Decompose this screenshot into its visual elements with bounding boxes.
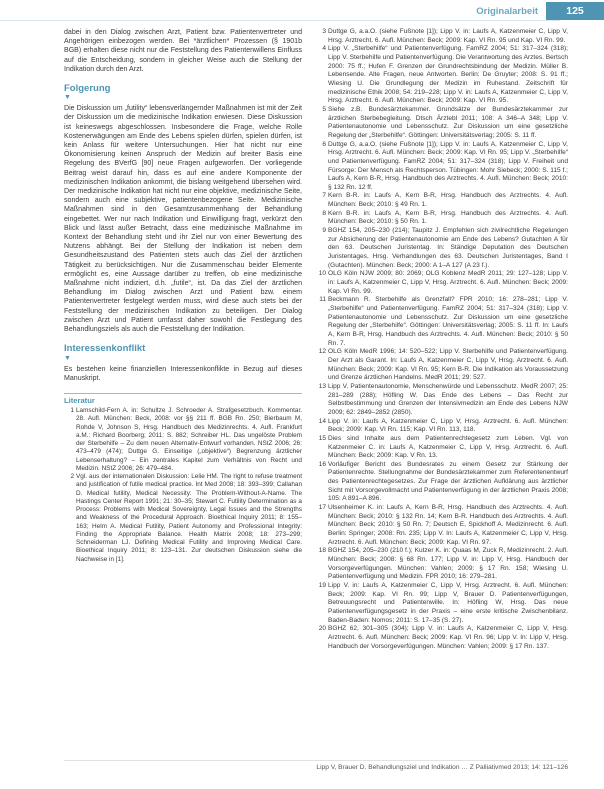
reference-item (316, 461, 568, 504)
footer-citation: Lipp V, Brauer D. Behandlungsziel und Indikation … Z Palliativmed 2013; 14: 121–126 (316, 764, 568, 771)
reference-item (316, 418, 568, 435)
reference-number: 12 (318, 348, 326, 356)
page-number: 125 (546, 2, 604, 20)
reference-list (64, 407, 302, 564)
reference-text: Ulsenheimer K. in: Laufs A, Kern B-R, Hrsg. Handbuch des Arztrechts. 4. Aufl. München: Beck; 2010: § 132 Rn. 14; Kern B-R. Handbuch des Arztrechts. 4. Aufl. München: Beck; 2010: § 50 Rn. 7; Deutsch E, Spickhoff A. Medizinrecht. 6. Aufl. Berlin: Springer; 2008: Rn. 235; Lipp V. In: Laufs A, Katzenmeier C, Lipp V, Hrsg. Arztrecht. 6. Aufl. München: Beck; 2009: Kap. VI Rn. 97. (328, 504, 568, 546)
reference-number: 20 (318, 625, 326, 633)
section-label: Originalarbeit (476, 6, 538, 17)
reference-item (316, 582, 568, 625)
footer-rule (64, 760, 568, 761)
reference-number: 3 (322, 28, 326, 35)
triangle-down-icon: ▼ (64, 354, 71, 362)
reference-number: 14 (318, 417, 326, 425)
reference-number: 17 (318, 504, 326, 512)
reference-text: Vgl. aus der internationalen Diskussion: Lelie HM. The right to refuse treatment and justification of futile medical practice. Int Med 2008; 18: 393–399; Callahan D. Medical futility, Medical Necessity: The Problem-Without-A-Name. The Hastings Center Report 1991; 21: 30–35; Stewart C. Futility Determination as a Process: Problems with Medical Sovereignty, Legal Issues and the Strengths and Weakness of the Procedural Approach. Bioethical Inquiry 2011; 8: 155–163; Helm A. Medical Futility, Patient Autonomy and Professional Integrity: Finding the Appropriate Balance. Health Matrix 2008; 18: 273–299; Schneiderman LJ. Defining Medical Futility and Improving Medical Care. Bioethical Inquiry 2011; 8: 123–131. Zur deutschen Diskussion siehe die Nachweise in [1]. (76, 473, 302, 563)
reference-item (316, 435, 568, 461)
reference-number: 5 (322, 105, 326, 113)
literature-heading: Literatur (64, 393, 302, 405)
reference-text: Lamschild-Fern A. in: Schultze J. Schroeder A. Strafgesetzbuch. Kommentar. 28. Aufl. München: Beck, 2008: vor §§ 211 ff. BGB Rn. 250; Bierbaum M, Rohde V, Johnson S, Hrsg. Handbuch des Medizinrechts. 4. Aufl. Frankfurt a.M.: Richard Boorberg; 2011: S. 882; Schreiber HL. Das ungelöste Problem der Sterbehilfe – Zu dem neuen Alternativ-Entwurf vorhanden. NStZ 2006; 26: 473–479 (474); Duttge G. Einseitige („objektive“) Begrenzung ärztlicher Lebenserhaltung? – Ein zentrales Kapitel zum Verhältnis von Recht und Medizin. NStZ 2006; 26: 479–484. (76, 407, 302, 472)
reference-text: Beckmann R. Sterbehilfe als Grenzfall? FPR 2010; 16: 278–281; Lipp V. „Sterbehilfe“ und Patientenverfügung. FamRZ 2004; 51: 317–324 (318); Lipp V. Patientenautonomie und Lebensschutz. Zur Diskussion um eine gesetzliche Regelung der „Sterbehilfe“. Göttingen: Universitätsverlag; 2005: S. 11 ff. In: Laufs A, Kern B-R, Hrsg. Handbuch des Arztrechts. 4. Aufl. München: Beck; 2010: § 50 Rn. 7. (328, 296, 568, 347)
reference-text: BGHZ 154, 205–230 (214); Taupitz J. Empfehlen sich zivilrechtliche Regelungen zur Absicherung der Patientenautonomie am Ende des Lebens? Gutachten A für den 63. Deutschen Juristentag. In: Ständige Deputation des Deutschen Juristentages, Hrsg. Verhandlungen des 63. Deutschen Juristentages, Band I (Gutachten). München: Beck; 2000: A 1–A 127 (A 23 f.). (328, 227, 568, 269)
reference-item (316, 348, 568, 383)
reference-item (316, 210, 568, 227)
page-header (0, 0, 604, 22)
reference-item (64, 407, 302, 473)
reference-text: Duttge G, a.a.O. (siehe Fußnote [1]); Lipp V. in: Laufs A, Katzenmeier C, Lipp V, Hrsg. Arztrecht. 6. Aufl. München: Beck; 2009: Kap. VI Rn. 95 und Kap. VI Rn. 99. (328, 28, 568, 44)
reference-number: 4 (322, 45, 326, 53)
reference-number: 1 (70, 407, 74, 415)
folgerung-paragraph: Die Diskussion um „futility“ lebensverlängernder Maßnahmen ist mit der Zeit der Diskussion um die medizinische Indikation erwiesen. Diese Diskussion ist keineswegs abgeschlossen. Insbesondere die Frage, welche Rolle Kostenerwägungen am Ende des Lebens spielen dürfen, spielen dürfen, ist kein Anlass für weitere Untersuchungen. Hier hat nicht nur eine Ökonomisierung keinen Anspruch der Medizin auf breiter Basis eine Regelung des BVerfG [90] neue Fragen aufgeworfen. Der vorliegende Beitrag weist darauf hin, dass es auf eine andere Komponente der medizinischen Indikation ankommt, die bislang weitgehend übersehen wird. Der medizinische Indikation hat nicht nur eine objektive, medizinische Seite, sondern auch eine subjektive, patientenbezogene Seite. Medizinische Maßnahmen sind in den Gesamtzusammenhang der Behandlung eingebettet. Wer nur nach Indikation und Einwilligung fragt, verkürzt den Blick und lässt außer Betracht, dass eine medizinische Maßnahme im Kontext der Behandlung steht und ihr Ziel nur von einer Bewertung des Nutzens abhängt. Bei der Stellung der Indikation ist neben dem Gesundheitszustand des Patienten stets auch das Ziel der ärztlichen Tätigkeit zu berücksichtigen. Nur die Zusammenschau beider Elemente ermöglicht es, eine Aussage darüber zu treffen, ob eine medizinische Maßnahme nicht indiziert, d.h. „futile“, ist. Da das Ziel der ärztlichen Behandlung im Dialog zwischen Arzt und Patient bzw. einem Patientenvertreter festgelegt werden muss, wird diese auch stets bei der Feststellung der medizinischen Indikation zu beteiligen. Der Dialog zwischen Arzt und Patient umfasst daher sowohl die Festlegung des Behandlungsziels als auch die Feststellung der Indikation. (64, 105, 302, 334)
reference-item (316, 45, 568, 106)
triangle-down-icon: ▼ (64, 94, 71, 102)
intro-paragraph: dabei in den Dialog zwischen Arzt, Patient bzw. Patientenvertreter und Angehörigen einbezogen werden. Bei *ärztlichen* Prozessen (§ 1901b BGB) erhalten diese nicht nur die Feststellung des Patientenwillens Einfluss auf die Entscheidung, sondern in gleicher Weise auch die Stellung der Indikation durch den Arzt. (64, 29, 302, 73)
reference-text: Lipp V. in: Laufs A, Katzenmeier C, Lipp V, Hrsg. Arztrecht. 6. Aufl. München: Beck; 2009: Kap. VI Rn. 99; Lipp V, Brauer D. Patientenverfügungen, Betreuungsrecht und Patientenwille. In: Höfling W, Hrsg. Das neue Patientenverfügungsgesetz in der Praxis – eine erste kritische Zwischenbilanz. Baden-Baden: Nomos; 2011: S. 17–35 (S. 27). (328, 582, 568, 624)
reference-number: 8 (322, 209, 326, 217)
reference-item (316, 383, 568, 418)
reference-number: 16 (318, 460, 326, 468)
reference-text: Dies sind Inhalte aus dem Patientenrechtegesetz zum Leben. Vgl. von Katzenmeier C. in: Laufs A, Katzenmeier C, Lipp V, Hrsg. Arztrecht. 6. Aufl. München: Beck; 2009: Kap. V Rn. 13. (328, 434, 568, 460)
reference-text: Kern B-R. in: Laufs A, Kern B-R, Hrsg. Handbuch des Arztrechts. 4. Aufl. München: Beck; 2010: § 50 Rn. 1. (328, 209, 568, 226)
reference-number: 2 (70, 473, 74, 481)
reference-number: 10 (318, 270, 326, 278)
reference-item (316, 625, 568, 651)
interest-heading: Interessenkonflikt (64, 343, 146, 355)
reference-number: 7 (322, 192, 326, 200)
reference-text: Lipp V. „Sterbehilfe“ und Patientenverfügung. FamRZ 2004; 51: 317–324 (318); Lipp V. Sterbehilfe und Patientenverfügung. Die Verantwortung des Arztes. Bertsch 2000: 75 ff.; Hufen F. Grenzen der Grundrechtsbindung der Medizin. Müller B. Lebensende. Alte Fragen, neue Antworten. Berlin: De Gruyter; 2008: S. 91 ff.; Wiesing U. Die Grundlegung der Medizin im Ruhestand. Zeitschrift für medizinische Ethik 2008; 54: 219–228; Lipp V. in: Laufs A, Katzenmeier C, Lipp V, Hrsg. Arztrecht. 6. Aufl. München: Beck; 2009: Kap. VI Rn. 95. (328, 45, 568, 105)
reference-item (316, 192, 568, 209)
reference-number: 18 (318, 547, 326, 555)
reference-number: 13 (318, 382, 326, 390)
reference-number: 11 (319, 296, 326, 304)
reference-text: BGHZ 154, 205–230 (210 f.); Kutzer K. in: Quaas M, Zuck R, Medizinrecht. 2. Aufl. München: Beck; 2008: § 68 Rn. 177; Lipp V. in: Lipp V, Hrsg. Handbuch der Vorsorgeverfügungen. München: Vahlen; 2009: § 17 Rn. 158; Wiesing U. Patientenverfügung und Medizin. FPR 2010; 16: 279–281. (328, 547, 568, 581)
reference-text: Vorläufiger Bericht des Bundesrates zu einem Gesetz zur Stärkung der Patientenrechte. Stellungnahme der Bundesärztekammer zum Referentenentwurf des Patientenrechtegesetzes. Zur Frage der ärztlichen Aufklärung aus ärztlicher Sicht mit Vorsorgevollmacht und Patientenverfügung in der ärztlichen Praxis 2008; 105: A 891–A 896. (328, 460, 568, 503)
reference-item (316, 270, 568, 296)
reference-number: 6 (322, 140, 326, 148)
reference-list (316, 28, 568, 651)
reference-item (316, 504, 568, 547)
reference-text: BGHZ 62, 301–305 (304); Lipp V. in: Laufs A, Katzenmeier C, Lipp V, Hrsg. Arztrecht. 6. Aufl. München: Beck; 2009: Kap. VI Rn. 96; Lipp V. In: Lipp V, Hrsg. Handbuch der Vorsorgeverfügungen. München: Vahlen; 2009: § 17 Rn. 137. (328, 625, 568, 650)
reference-text: Lipp V. in: Laufs A, Katzenmeier C, Lipp V, Hrsg. Arztrecht. 6. Aufl. München: Beck; 2009: Kap. VI Rn. 115; Kap. VI Rn. 113, 118. (328, 417, 568, 434)
reference-item (316, 296, 568, 348)
interest-paragraph: Es bestehen keine finanziellen Interessenkonflikte in Bezug auf dieses Manuskript. (64, 365, 302, 382)
folgerung-heading: Folgerung (64, 83, 111, 95)
reference-text: Lipp V. Patientenautonomie, Menschenwürde und Lebensschutz. MedR 2007; 25: 281–289 (288); Höfling W. Das Ende des Lebens – Das Recht zur Selbstbestimmung und Grenzen der Intensivmedizin am Ende des Lebens NJW 2009; 62: 2849–2852 (2850). (328, 382, 568, 416)
left-column (64, 28, 302, 564)
reference-item (316, 141, 568, 193)
reference-item (316, 227, 568, 270)
reference-item (316, 28, 568, 45)
reference-number: 9 (322, 227, 326, 235)
reference-item (64, 473, 302, 564)
reference-item (316, 106, 568, 141)
header-rule (0, 20, 560, 21)
reference-text: OLG Köln NJW 2009; 80: 2069; OLG Koblenz MedR 2011; 29: 127–128; Lipp V. in: Laufs A, Katzenmeier C, Lipp V, Hrsg. Arztrecht. 6. Aufl. München: Beck; 2009: Kap. VI Rn. 99. (328, 270, 568, 295)
reference-number: 15 (318, 434, 326, 442)
reference-text: Siehe z.B. Bundesärztekammer. Grundsätze der Bundesärztekammer zur ärztlichen Sterbebegleitung. Dtsch Ärztebl 2011; 108: A 346–A 348; Lipp V. Patientenautonomie und Lebensschutz. Zur Diskussion um eine gesetzliche Regelung der „Sterbehilfe“. Göttingen: Universitätsverlag; 2005: S. 11 ff. (328, 105, 568, 139)
reference-text: Kern B-R. in: Laufs A, Kern B-R, Hrsg. Handbuch des Arztrechts. 4. Aufl. München: Beck; 2010: § 49 Rn. 1. (328, 192, 568, 209)
reference-number: 19 (318, 582, 326, 589)
reference-text: Duttge G, a.a.O. (siehe Fußnote [1]); Lipp V. in: Laufs A, Katzenmeier C, Lipp V, Hrsg. Arztrecht. 6. Aufl. München: Beck; 2009: Kap. VI Rn. 95; Lipp V. „Sterbehilfe“ und Patientenverfügung. FamRZ 2004; 51: 317–324 (318); Lipp V. Freiheit und Fürsorge: Der Mensch als Rechtsperson. Tübingen: Mohr Siebeck; 2000: S. 115 f.; Laufs A, Kern B-R, Hrsg. Handbuch des Arztrechts. 4. Aufl. München: Beck; 2010: § 132 Rn. 12 ff. (328, 140, 568, 191)
right-column (316, 28, 568, 651)
reference-item (316, 547, 568, 582)
reference-text: OLG Köln MedR 1996; 14: 520–522; Lipp V. Sterbehilfe und Patientenverfügung. Der Arzt als Garant. In: Laufs A, Katzenmeier C, Lipp V, Hrsg. Arztrecht. 6. Aufl. München: Beck; 2009: Kap. VI Rn. 95; Kern B-R. Die Indikation als Voraussetzung und Grenze ärztlichen Handelns. MedR 2011; 29: 527. (328, 348, 568, 382)
